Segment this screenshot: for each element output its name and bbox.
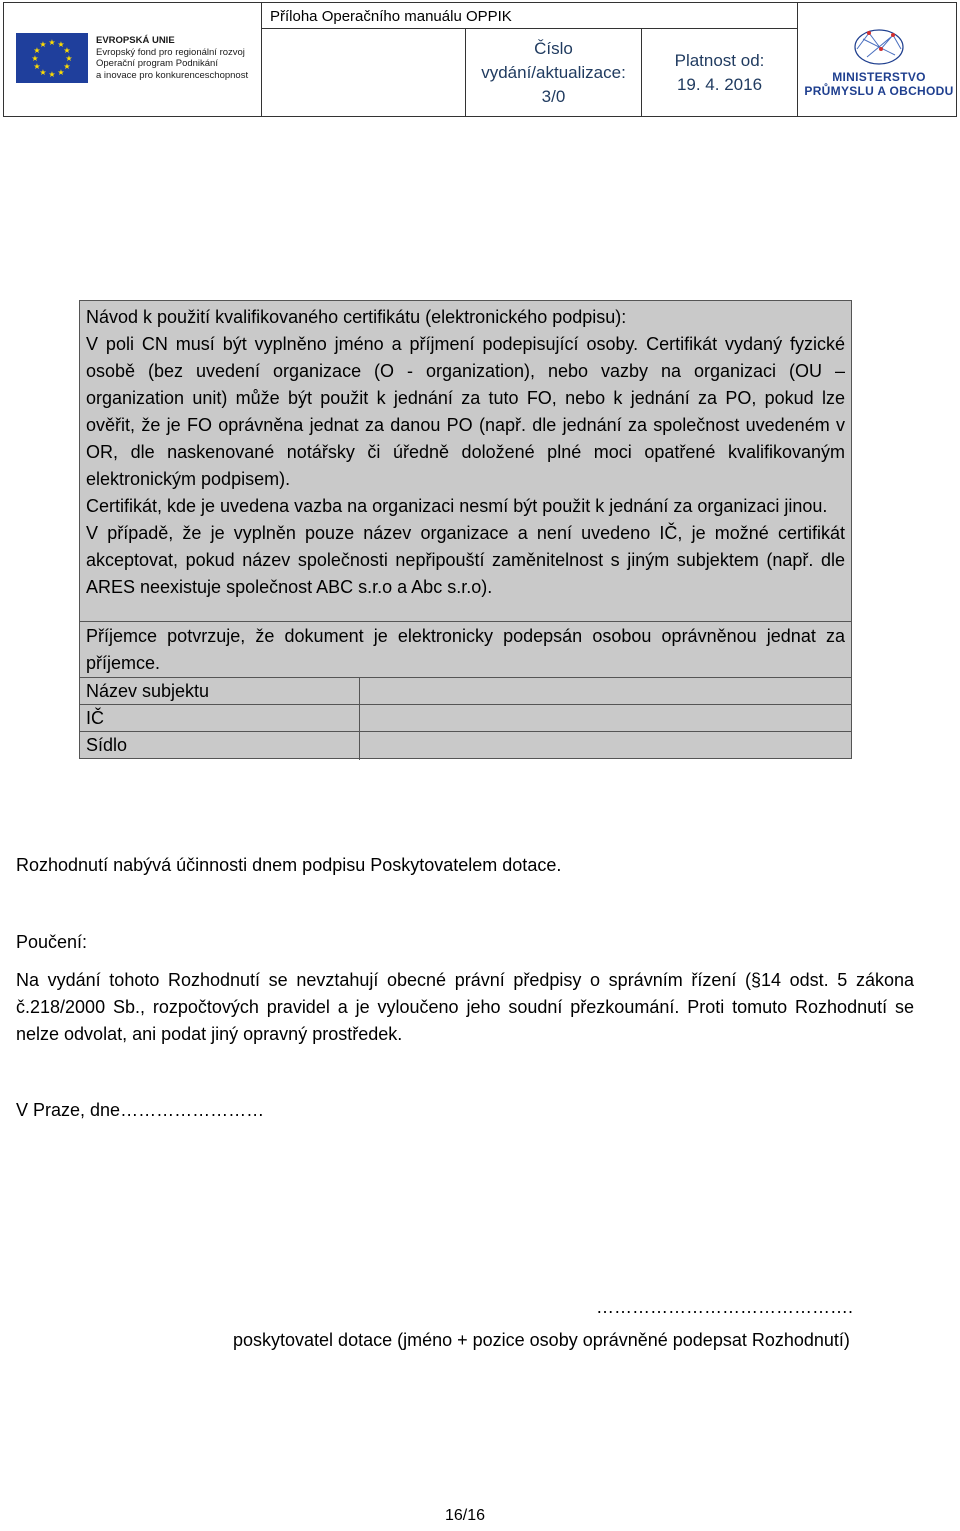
svg-text:★: ★ [48, 70, 56, 79]
mpo-line-2: PRŮMYSLU A OBCHODU [804, 84, 954, 98]
header-blank-cell [262, 29, 466, 116]
instructions-cn: V poli CN musí být vyplněno jméno a příjmení podepisující osoby. Certifikát vydaný fyzické osobě (bez uvedení organizace (O - organization), nebo vazby na organizaci (OU – organization unit) může být použit k jednání za tuto FO, nebo k jednání za PO, pokud lze ověřit, že je FO oprávněna jednat za danou PO (např. dle jednání za společnost uvedeném v OR, dle naskenované notářsky či úředně doložené plné moci opatřené kvalifikovaným elektronickým podpisem). [86, 334, 845, 489]
eu-flag-icon [16, 33, 88, 83]
signature-label: poskytovatel dotace (jméno + pozice osoby oprávněné podepsat Rozhodnutí) [233, 1330, 850, 1350]
form-row-ic [80, 704, 851, 733]
form-row-seat [80, 731, 851, 760]
svg-text:★: ★ [48, 38, 56, 47]
effect-statement: Rozhodnutí nabývá účinnosti dnem podpisu Poskytovatelem dotace. [16, 855, 562, 875]
page-number: 16/16 [444, 1507, 486, 1524]
place-date: V Praze, dne…………………… [16, 1100, 265, 1120]
issue-cell [466, 29, 642, 116]
eu-line-1: EVROPSKÁ UNIE [96, 35, 175, 46]
header-title: Příloha Operačního manuálu OPPIK [262, 3, 797, 29]
mpo-sphere-icon [849, 25, 909, 65]
svg-text:★: ★ [63, 46, 71, 55]
form-field-seat[interactable] [359, 732, 851, 760]
form-field-ic[interactable] [359, 705, 851, 733]
instructions-ic: V případě, že je vyplněn pouze název organizace a není uvedeno IČ, je možné certifikát akceptovat, pokud název společnosti nepřipouští zaměnitelnost s jiným subjektem (např. dle ARES neexistuje společnost ABC s.r.o a Abc s.r.o). [86, 523, 845, 597]
notice-text: Na vydání tohoto Rozhodnutí se nevztahují obecné právní předpisy o správním řízení (§14 odst. 5 zákona č.218/2000 Sb., rozpočtových pravidel a je vyloučeno jeho soudní přezkoumání. Proti tomuto Rozhodnutí se nelze odvolat, ani podat jiný opravný prostředek. [16, 970, 914, 1044]
eu-line-4: a inovace pro konkurenceschopnost [96, 69, 249, 81]
svg-text:★: ★ [39, 68, 47, 77]
mpo-logo [804, 25, 954, 98]
signature-line: ……………………………………. [596, 1297, 854, 1317]
eu-logo-cell [4, 3, 262, 116]
svg-text:★: ★ [57, 40, 65, 49]
form-label-seat: Sídlo [86, 735, 128, 755]
validity-label: Platnost od: [674, 50, 765, 70]
svg-text:★: ★ [57, 68, 65, 77]
instructions-heading: Návod k použití kvalifikovaného certifikátu (elektronického podpisu): [86, 307, 627, 327]
form-label-ic: IČ [86, 708, 104, 728]
eu-line-3: Operační program Podnikání [96, 58, 218, 69]
header-info-cell [262, 3, 798, 116]
issue-label: Číslo vydání/aktualizace: [481, 38, 626, 82]
eu-logo-text [96, 35, 248, 81]
svg-text:★: ★ [39, 40, 47, 49]
svg-text:★: ★ [33, 46, 41, 55]
validity-cell [642, 29, 797, 116]
form-row-name [80, 677, 851, 706]
certificate-info-box [79, 300, 852, 759]
form-label-name: Název subjektu [86, 681, 210, 701]
box-separator [80, 621, 851, 622]
instructions-organization: Certifikát, kde je uvedena vazba na organizaci nesmí být použit k jednání za organizaci jinou. [86, 496, 828, 516]
svg-text:★: ★ [31, 54, 39, 63]
svg-text:★: ★ [65, 54, 73, 63]
mpo-line-1: MINISTERSTVO [832, 70, 926, 84]
issue-value: 3/0 [541, 86, 566, 106]
form-field-name[interactable] [359, 678, 851, 706]
svg-text:★: ★ [33, 62, 41, 71]
notice-title: Poučení: [16, 932, 88, 952]
recipient-confirmation: Příjemce potvrzuje, že dokument je elektronicky podepsán osobou oprávněnou jednat za příjemce. [86, 626, 845, 673]
certificate-instructions [86, 304, 845, 601]
document-header [3, 2, 957, 117]
eu-line-2: Evropský fond pro regionální rozvoj [96, 46, 245, 58]
mpo-logo-cell [798, 3, 956, 116]
eu-logo [16, 33, 248, 83]
validity-value: 19. 4. 2016 [676, 74, 763, 94]
svg-text:★: ★ [63, 62, 71, 71]
